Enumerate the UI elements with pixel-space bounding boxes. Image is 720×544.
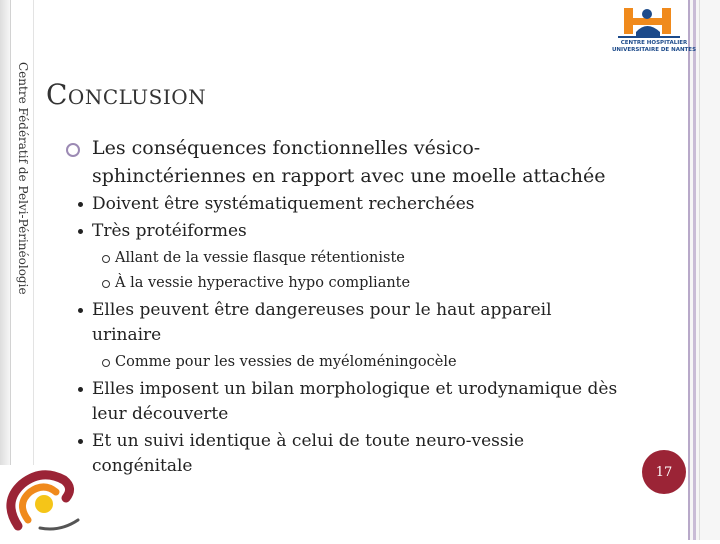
chu-line-1: CENTRE HOSPITALIER [620, 40, 688, 46]
bullet-level-2 [66, 298, 626, 348]
bullet-text: Comme pour les vessies de myéloméningocèle [115, 354, 457, 370]
chu-line-2: UNIVERSITAIRE DE NANTES [611, 46, 697, 53]
page-number-badge [642, 450, 686, 494]
center-logo-icon [0, 462, 90, 540]
dot-bullet-icon [78, 202, 83, 207]
bullet-level-3 [66, 350, 626, 375]
bullet-level-2 [66, 377, 626, 427]
ring-bullet-icon [102, 255, 110, 263]
bullet-level-1 [66, 134, 626, 190]
bullet-level-3 [66, 271, 626, 296]
bullet-level-2 [66, 192, 626, 217]
ring-bullet-icon [66, 143, 80, 157]
page-number: 17 [655, 464, 673, 480]
bullet-text: Allant de la vessie flasque rétentioniste [115, 250, 405, 266]
ring-bullet-icon [102, 359, 110, 367]
sidebar-vertical-label [12, 62, 32, 312]
chu-nantes-logo-text [608, 40, 700, 54]
bullet-level-3 [66, 246, 626, 271]
dot-bullet-icon [78, 308, 83, 313]
dot-bullet-icon [78, 229, 83, 234]
bullet-text: Et un suivi identique à celui de toute neuro-vessie congénitale [92, 431, 525, 476]
sidebar-vertical-text: Centre Fédératif de Pelvi-Périnéologie [16, 62, 30, 295]
bullet-text: À la vessie hyperactive hypo compliante [115, 275, 411, 291]
dot-bullet-icon [78, 439, 83, 444]
slide-content [66, 134, 626, 481]
dot-bullet-icon [78, 387, 83, 392]
bullet-text: Elles imposent un bilan morphologique et urodynamique dès leur découverte [92, 379, 618, 424]
ring-bullet-icon [102, 280, 110, 288]
bullet-text: Doivent être systématiquement recherchées [92, 194, 475, 214]
bullet-text: Elles peuvent être dangereuses pour le haut appareil urinaire [92, 300, 552, 345]
left-decor-bar [0, 0, 11, 465]
right-decor-bar [688, 0, 720, 540]
slide-title: Conclusion [46, 78, 207, 111]
bullet-text: Les conséquences fonctionnelles vésico-sphinctériennes en rapport avec une moelle attachée [92, 137, 606, 187]
bullet-level-2 [66, 219, 626, 244]
bullet-text: Très protéiformes [92, 221, 247, 241]
bullet-level-2 [66, 429, 626, 479]
left-divider [33, 0, 34, 465]
